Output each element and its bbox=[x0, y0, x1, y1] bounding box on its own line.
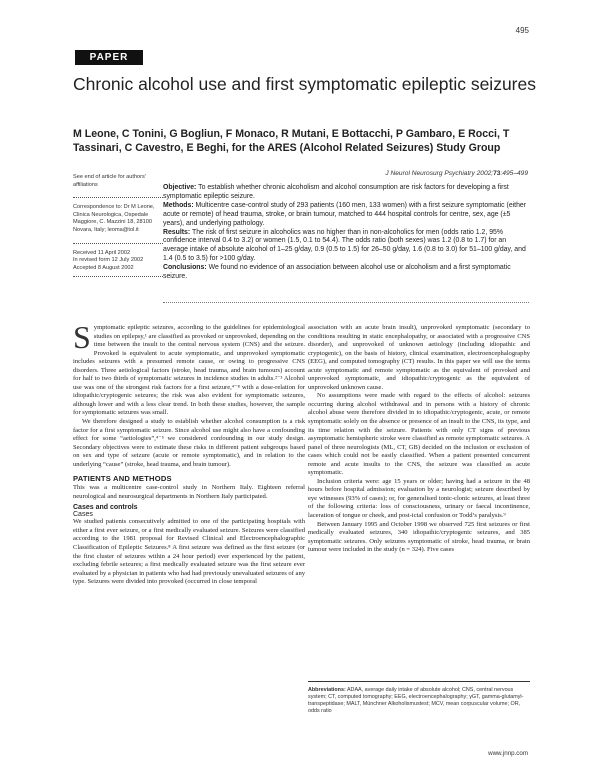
intro-paragraph: Symptomatic epileptic seizures, according to the guidelines for epidemiological studies on epilepsy,¹ are classified as provoked or unprovoked, depending on the time between the insult to the central nervous system (CNS) and the seizure. Provoked is equivalent to acute symptomatic, and unprovoked symptomatic includes seizures with a presumed remote cause, or owing to progressive CNS disorders. Three aetiological factors (stroke, head trauma, and brain tumours) account for half to two thirds of symptomatic seizures in incidence studies in adults.²⁻³ Alcohol use was one of the strongest risk factors for a first seizure,⁴⁻⁸ with a dose-relation for idiopathic/cryptogenic seizures; the risk was also evident for symptomatic seizures, although lower and with a less clear trend. In both these studies, however, the sample for symptomatic seizures was small. bbox=[73, 319, 305, 417]
abstract-objective bbox=[163, 184, 529, 202]
article-dates bbox=[73, 250, 163, 273]
accepted-date: Accepted 8 August 2002 bbox=[73, 264, 134, 271]
abbreviations-divider bbox=[308, 681, 530, 682]
sidebar-divider bbox=[73, 197, 163, 198]
journal-citation bbox=[385, 170, 528, 177]
abbreviations-text: ADAA, average daily intake of absolute alcohol; CNS, central nervous system; CT, computed tomography; EEG, electroencephalography; γGT, gamma-glutamyl-transpeptidase; MALT, Münchner Alkoholismustest; MCV, mean corpuscular volume; OR, odds ratio bbox=[308, 687, 524, 714]
objective-label: Objective: bbox=[163, 184, 197, 191]
journal-name: J Neurol Neurosurg Psychiatry bbox=[385, 170, 475, 177]
abstract-conclusions bbox=[163, 264, 529, 282]
methods-text: Multicentre case-control study of 293 patients (160 men, 133 women) with a first seizure symptomatic (either acute or remote) of head trauma, stroke, or brain tumour, matched to 444 hospital controls for centre, sex, age (±5 years), and underlying pathology. bbox=[163, 201, 527, 227]
results-label: Results: bbox=[163, 228, 191, 236]
sidebar-divider bbox=[73, 243, 163, 244]
abstract-divider bbox=[163, 302, 529, 303]
abbreviations-box bbox=[308, 687, 530, 715]
abstract-methods bbox=[163, 202, 529, 229]
body-column-right bbox=[308, 324, 530, 555]
subheading-cases: Cases bbox=[73, 511, 93, 519]
citation-year: 2002; bbox=[476, 170, 494, 177]
revised-date: In revised form 12 July 2002 bbox=[73, 257, 144, 264]
conclusions-label: Conclusions: bbox=[163, 264, 207, 272]
abbreviations-label: Abbreviations: bbox=[308, 687, 346, 693]
body-paragraph: association with an acute brain insult), unprovoked symptomatic (secondary to conditions resulting in static encephalopathy, or associated with a progressive CNS disorder), and unprovoked of unknown aetiology (including idiopathic and cryptogenic), on the basis of history, clinical examination, electroencephalography (EEG), and computed tomography (CT) results. In this paper we will use the terms acute symptomatic and remote symptomatic as the equivalent of provoked and unprovoked symptomatic, and idiopathic/cryptogenic as the equivalent of unprovoked unknown cause. bbox=[308, 324, 530, 391]
body-paragraph: Between January 1995 and October 1998 we observed 725 first seizures or first medically evaluated seizures, 340 idiopathic/cryptogenic seizures, and 385 symptomatic seizures. Only seizures symptomatic of stroke, head trauma, or brain tumour were included in the study (n = 324). Five cases bbox=[308, 520, 530, 554]
page-number: 495 bbox=[515, 26, 529, 35]
sidebar-divider bbox=[73, 276, 163, 277]
conclusions-text: We found no evidence of an association between alcohol use or alcoholism and a first symptomatic seizure. bbox=[163, 264, 511, 281]
article-sidebar bbox=[73, 174, 163, 283]
abstract bbox=[163, 184, 529, 282]
author-list: M Leone, C Tonini, G Bogliun, F Monaco, R Mutani, E Bottacchi, P Gambaro, E Rocci, T Tassinari, C Cavestro, E Beghi, for the ARES (Alcohol Related Seizures) Study Group bbox=[73, 128, 510, 154]
affiliations-note: See end of article for authors' affiliations bbox=[73, 174, 146, 188]
article-title: Chronic alcohol use and first symptomatic epileptic seizures bbox=[73, 74, 536, 94]
results-text: The risk of first seizure in alcoholics was no higher than in non-alcoholics for men (odds ratio 1.2, 95% confidence interval 0.4 to 3.2) or women (1.5, 0.1 to 54.4). The odds ratio (both sexes) was 1.2 (0.8 to 1.7) for an average intake of absolute alcohol of 1–25 g/day, 0.9 (0.5 to 1.5) for 26–50 g/day, 1.6 (0.8 to 3.0) for 51–100 g/day, and 1.4 (0.5 to 3.5) for >100 g/day. bbox=[163, 228, 526, 263]
cases-paragraph: We studied patients consecutively admitted to one of the participating hospitals with either a first ever seizure, or a first medically evaluated seizure. Seizures were classified according to the 1981 proposal for Revised Clinical and Electroencephalographic Classification of Epileptic Seizures.⁸ A first seizure was defined as the first seizure (or the first cluster of seizures within a 24 hour period) ever experienced by the patient, excluding febrile seizures; a first medically evaluated seizure was the first seizure ever evaluated by a physician in patients who had had previously unevaluated seizures of any type. Seizures were divided into provoked (occurred in close temporal bbox=[73, 518, 305, 586]
methods-label: Methods: bbox=[163, 201, 194, 209]
abstract-results bbox=[163, 229, 529, 265]
methods-paragraph: This was a multicentre case-control study in Northern Italy. Eighteen referral neurological and neurosurgical departments in Northern Italy participated. bbox=[73, 484, 305, 500]
section-badge: PAPER bbox=[75, 50, 143, 65]
body-paragraph: Inclusion criteria were: age 15 years or older; having had a seizure in the 48 hours before hospital admission; evaluation by a neurologist; seizure described by eye witnesses (93% of cases); or, for generalised tonic-clonic seizures, at least three of the following criteria: loss of consciousness, urinary or faecal incontinence, laceration of tongue or cheek, and post-ictal confusion or Todd’s paralysis.⁹ bbox=[308, 477, 530, 520]
received-date: Received 11 April 2002 bbox=[73, 249, 131, 256]
subheading-cases-controls: Cases and controls bbox=[73, 504, 138, 512]
citation-pages: :495–499 bbox=[500, 170, 528, 177]
objective-text: To establish whether chronic alcoholism and alcohol consumption are risk factors for developing a first symptomatic epileptic seizure. bbox=[163, 184, 509, 200]
section-heading-methods: PATIENTS AND METHODS bbox=[73, 474, 172, 484]
citation-volume: 73 bbox=[493, 170, 501, 177]
correspondence: Correspondence to: Dr M Leone, Clinica Neurologica, Ospedale Maggiore, C. Mazzini 18, 28100 Novara, Italy; leoma@tol.it bbox=[73, 204, 155, 233]
body-paragraph: No assumptions were made with regard to the effects of alcohol: seizures occurring during alcohol withdrawal and in persons with a history of chronic alcohol abuse were therefore divided in to idiopathic/cryptogenic, acute, or remote symptomatic solely on the absence or presence of an insult to the CNS, its type, and its time relation with the seizure. Patients with only CT signs of previous asymptomatic hemispheric stroke were classified as remote symptomatic seizures. A panel of three neurologists (ML, CT, GB) decided on the inclusion or exclusion of cases which could not be easily classified. When a patient presented concurrent remote and acute insults to the CNS, the seizure was classified as acute symptomatic. bbox=[308, 392, 530, 477]
intro-paragraph: We therefore designed a study to establish whether alcohol consumption is a risk factor for a first symptomatic seizure. Since alcohol use might also have a confounding effect for some “aetiologies”,⁴⁻⁵ we considered confounding in our study design. Secondary objectives were to estimate these risks in different patient subgroups based on sex and type of seizure (acute or remote symptomatic), and in relation to the underlying “cause” (stroke, head trauma, and brain tumour). bbox=[73, 418, 305, 468]
body-column-left bbox=[73, 319, 305, 587]
journal-url: www.jnnp.com bbox=[488, 750, 528, 757]
